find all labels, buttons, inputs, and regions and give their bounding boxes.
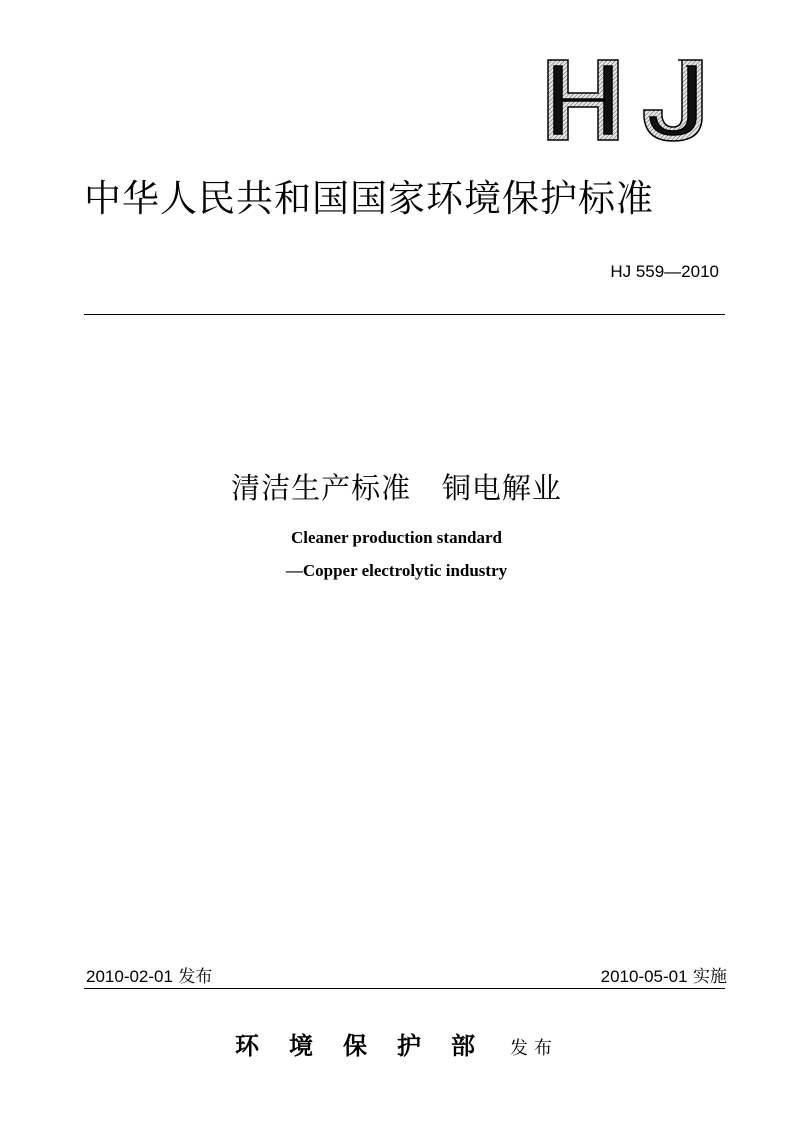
title-english-line2: —Copper electrolytic industry xyxy=(285,561,508,580)
title-chinese: 清洁生产标准 铜电解业 xyxy=(231,471,562,505)
hj-logo xyxy=(540,55,710,145)
divider-bottom xyxy=(84,988,725,989)
effective-date: 2010-05-01 xyxy=(600,967,688,986)
title-english-line1: Cleaner production standard xyxy=(291,528,502,547)
effective-date-block xyxy=(601,962,727,987)
publisher-line xyxy=(0,1026,793,1061)
issue-date-block xyxy=(86,962,212,987)
publisher-name: 环境保护部 xyxy=(234,1031,505,1060)
publisher-action: 发布 xyxy=(510,1038,559,1059)
effective-label: 实施 xyxy=(693,967,727,987)
issue-label: 发布 xyxy=(178,967,213,987)
issue-date: 2010-02-01 xyxy=(86,967,173,986)
divider-top xyxy=(84,314,725,315)
org-title: 中华人民共和国国家环境保护标准 xyxy=(84,177,654,220)
standard-number: HJ 559—2010 xyxy=(610,262,719,281)
